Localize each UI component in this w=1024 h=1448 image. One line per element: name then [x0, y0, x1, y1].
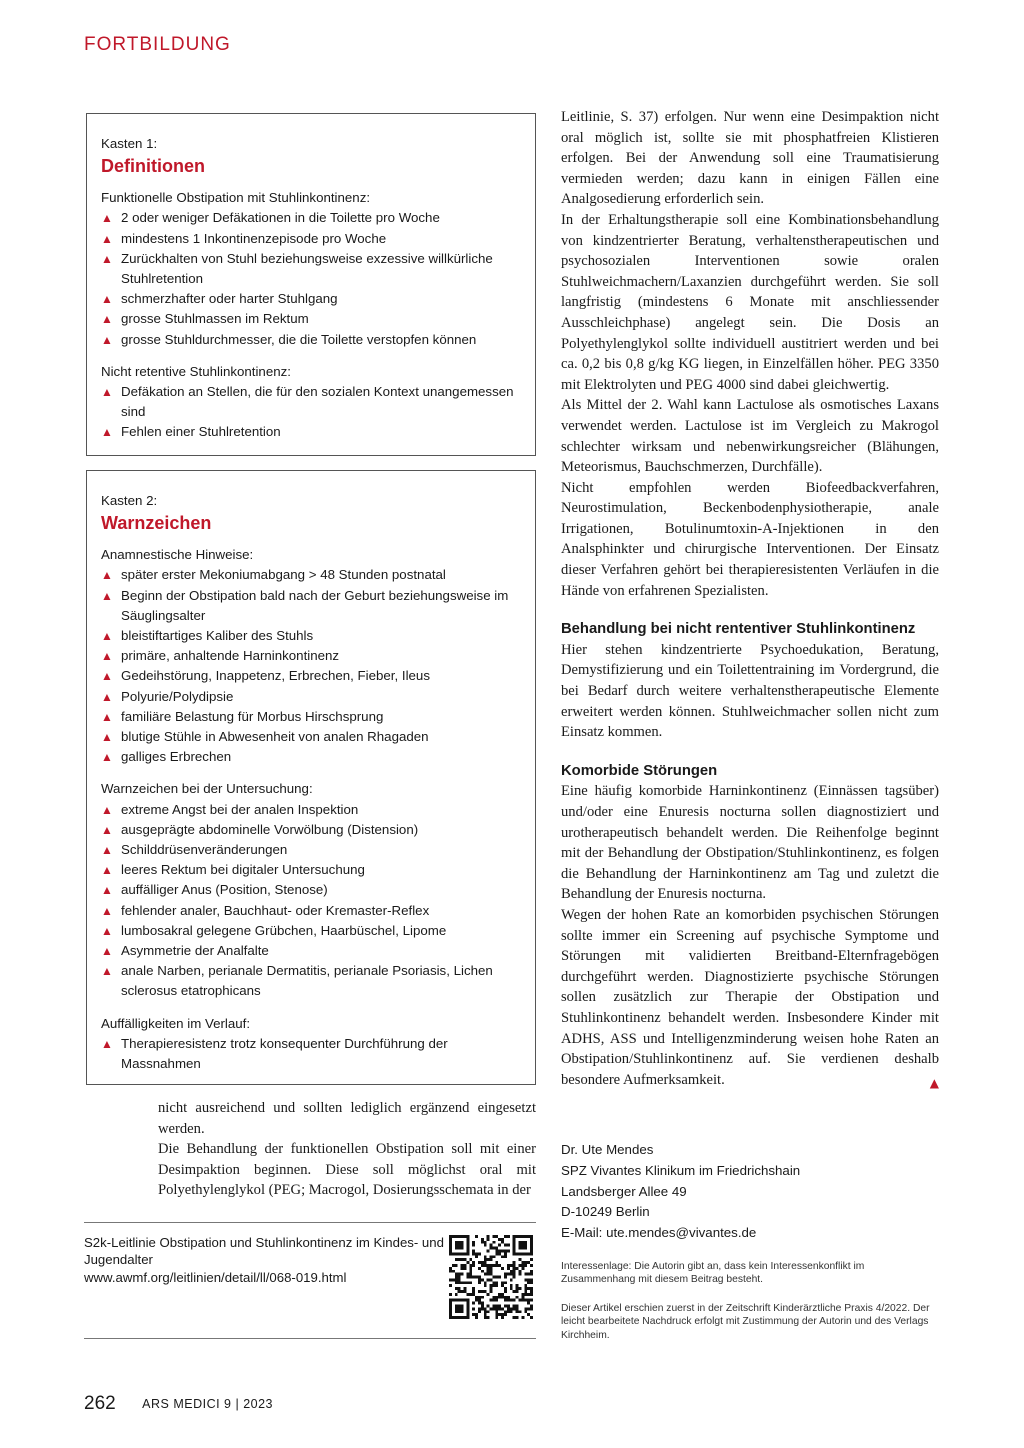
list-item: [101, 626, 521, 646]
triangle-bullet-icon: ▲: [101, 730, 113, 745]
triangle-bullet-icon: ▲: [101, 292, 113, 307]
list-item: [101, 820, 521, 840]
section-label: FORTBILDUNG: [84, 34, 231, 55]
divider: [84, 1222, 536, 1223]
triangle-bullet-icon: ▲: [101, 709, 113, 724]
list-item-text: mindestens 1 Inkontinenzepisode pro Woche: [121, 230, 387, 246]
list-item-text: Gedeihstörung, Inappetenz, Erbrechen, Fieber, Ileus: [121, 668, 430, 684]
paragraph: Als Mittel der 2. Wahl kann Lactulose als osmotisches Laxans verwendet werden. Lactulose ist im Vergleich zu Makrogol schlechter wirksam und nebenwirkungsreicher (Blähungen, Meteorismus, Bauchschmerzen, Durchfälle).: [561, 397, 939, 476]
paragraph: Eine häufig komorbide Harninkontinenz (Einnässen tagsüber) und/oder eine Enuresis nocturna sollen diagnostiziert und urotherapeutisch behandelt werden. Die Reihenfolge beginnt mit der Behandlung der Obstipation/Stuhlinkontinenz, es folgen die Behandlung der Harninkontinenz am Tag und zuletzt die Behandlung der Enuresis nocturna.: [561, 783, 939, 903]
list-item-text: bleistiftartiges Kaliber des Stuhls: [121, 628, 314, 644]
list-item: [101, 646, 521, 666]
triangle-bullet-icon: ▲: [101, 750, 113, 765]
bullet-list: [101, 208, 521, 349]
box-definitions: [86, 113, 536, 456]
list-item: [101, 860, 521, 880]
bullet-list: [101, 1034, 521, 1074]
bullet-list: [101, 382, 521, 443]
box-groups: [101, 188, 521, 442]
paragraph: Die Behandlung der funktionellen Obstipation soll mit einer Desimpaktion beginnen. Diese soll möglichst oral mit Polyethylenglykol (PEG; Macrogol, Dosierungsschemata in der: [158, 1141, 536, 1199]
paragraph: Hier stehen kindzentrierte Psychoedukation, Beratung, Demystifizierung und ein Toilettentraining im Vordergrund, die bei Bedarf durch weitere verhaltenstherapeutische Elemente erweitert werden können. Stuhlweichmacher sollen nicht zum Einsatz kommen.: [561, 641, 939, 741]
list-item-text: später erster Mekoniumabgang > 48 Stunden postnatal: [121, 567, 446, 583]
conflict-note: Interessenlage: Die Autorin gibt an, dass kein Interessenkonflikt im Zusammenhang mit diesem Beitrag besteht.: [561, 1261, 865, 1286]
bullet-group: [101, 1014, 521, 1075]
triangle-bullet-icon: ▲: [101, 312, 113, 327]
triangle-bullet-icon: ▲: [101, 211, 113, 226]
guideline-url[interactable]: www.awmf.org/leitlinien/detail/ll/068-019.html: [84, 1269, 347, 1285]
guideline-reference: [84, 1234, 444, 1286]
right-body-text: [561, 107, 939, 1093]
list-item-text: Therapieresistenz trotz konsequenter Durchführung der Massnahmen: [121, 1035, 448, 1072]
list-item: [101, 727, 521, 747]
end-mark-icon: ▲: [929, 1075, 939, 1090]
triangle-bullet-icon: ▲: [101, 385, 113, 400]
triangle-bullet-icon: ▲: [101, 689, 113, 704]
triangle-bullet-icon: ▲: [101, 231, 113, 246]
section-heading: Komorbide Störungen: [561, 762, 718, 779]
list-item-text: primäre, anhaltende Harninkontinenz: [121, 648, 340, 664]
journal-name: ARS MEDICI 9 | 2023: [142, 1397, 274, 1411]
list-item: [101, 687, 521, 707]
qr-code-icon[interactable]: [449, 1235, 533, 1319]
author-email[interactable]: E-Mail: ute.mendes@vivantes.de: [561, 1225, 757, 1241]
triangle-bullet-icon: ▲: [101, 649, 113, 664]
list-item: [101, 800, 521, 820]
list-item: [101, 229, 521, 249]
list-item: [101, 941, 521, 961]
list-item: [101, 747, 521, 767]
bullet-list: [101, 565, 521, 767]
paragraph: In der Erhaltungstherapie soll eine Kombinationsbehandlung von kindzentrierter Beratung, verhaltenstherapeutischen und psychosozialen Interventionen sowie oralen Stuhlweichmachern/Laxanzien durchgeführt werden. Sie soll langfristig (mindestens 6 Monate mit anschliessender Ausschleichphase) angelegt sein. Die Dosis an Polyethylenglykol sollte individuell austitriert werden und bei ca. 0,2 bis 0,8 g/kg KG liegen, in Einzelfällen höher. PEG 3350 mit Elektrolyten und PEG 4000 sind dabei gleichwertig.: [561, 211, 939, 393]
list-item-text: familiäre Belastung für Morbus Hirschsprung: [121, 708, 384, 724]
list-item-text: Fehlen einer Stuhlretention: [121, 424, 281, 440]
group-heading: Anamnestische Hinweise:: [101, 547, 254, 563]
list-item-text: anale Narben, perianale Dermatitis, perianale Psoriasis, Lichen sclerosus etatrophicans: [121, 963, 493, 999]
triangle-bullet-icon: ▲: [101, 251, 113, 266]
list-item-text: Asymmetrie der Analfalte: [121, 943, 269, 959]
triangle-bullet-icon: ▲: [101, 903, 113, 918]
page-number: 262: [84, 1393, 116, 1414]
list-item-text: auffälliger Anus (Position, Stenose): [121, 882, 328, 898]
author-institution: SPZ Vivantes Klinikum im Friedrichshain: [561, 1162, 801, 1178]
author-name: Dr. Ute Mendes: [561, 1142, 654, 1157]
list-item: [101, 586, 521, 626]
list-item: [101, 961, 521, 1001]
list-item: [101, 422, 521, 442]
list-item-text: fehlender analer, Bauchhaut- oder Kremaster-Reflex: [121, 902, 430, 918]
bullet-group: [101, 545, 521, 767]
bullet-group: [101, 188, 521, 350]
group-heading: Funktionelle Obstipation mit Stuhlinkontinenz:: [101, 190, 371, 206]
triangle-bullet-icon: ▲: [101, 964, 113, 979]
triangle-bullet-icon: ▲: [101, 944, 113, 959]
author-city: D-10249 Berlin: [561, 1204, 650, 1220]
list-item: [101, 249, 521, 289]
list-item-text: Defäkation an Stellen, die für den sozialen Kontext unangemessen sind: [121, 384, 514, 420]
divider: [84, 1338, 536, 1339]
list-item: [101, 901, 521, 921]
list-item-text: Beginn der Obstipation bald nach der Geburt beziehungsweise im Säuglingsalter: [121, 587, 509, 623]
triangle-bullet-icon: ▲: [101, 863, 113, 878]
list-item: [101, 309, 521, 329]
list-item-text: lumbosakral gelegene Grübchen, Haarbüschel, Lipome: [121, 922, 447, 938]
box-kicker: Kasten 2:: [101, 493, 158, 508]
box-warning-signs: [86, 470, 536, 1085]
triangle-bullet-icon: ▲: [101, 669, 113, 684]
author-address: [561, 1140, 941, 1244]
list-item-text: grosse Stuhlmassen im Rektum: [121, 311, 309, 327]
paragraph-last: [561, 905, 939, 1090]
list-item: [101, 921, 521, 941]
box-title: Warnzeichen: [101, 513, 212, 534]
triangle-bullet-icon: ▲: [101, 425, 113, 440]
list-item-text: grosse Stuhldurchmesser, die die Toilette verstopfen können: [121, 331, 477, 347]
list-item-text: 2 oder weniger Defäkationen in die Toilette pro Woche: [121, 210, 440, 226]
list-item-text: Polyurie/Polydipsie: [121, 688, 234, 704]
triangle-bullet-icon: ▲: [101, 1036, 113, 1051]
list-item-text: extreme Angst bei der analen Inspektion: [121, 801, 359, 817]
triangle-bullet-icon: ▲: [101, 629, 113, 644]
list-item: [101, 666, 521, 686]
triangle-bullet-icon: ▲: [101, 923, 113, 938]
list-item-text: ausgeprägte abdominelle Vorwölbung (Distension): [121, 821, 419, 837]
list-item: [101, 208, 521, 228]
list-item: [101, 382, 521, 422]
list-item: [101, 565, 521, 585]
list-item-text: schmerzhafter oder harter Stuhlgang: [121, 291, 338, 307]
triangle-bullet-icon: ▲: [101, 843, 113, 858]
group-heading: Warnzeichen bei der Untersuchung:: [101, 781, 313, 797]
triangle-bullet-icon: ▲: [101, 588, 113, 603]
list-item: [101, 289, 521, 309]
triangle-bullet-icon: ▲: [101, 802, 113, 817]
list-item: [101, 330, 521, 350]
paragraph: Nicht empfohlen werden Biofeedbackverfahren, Neurostimulation, Beckenbodenphysiotherapie, anale Irrigationen, Botulinumtoxin-A-Injektionen in den Analsphinkter und chirurgische Interventionen. Der Einsatz dieser Verfahren gehört bei therapieresistenten Verläufen in die Hände von erfahrenen Spezialisten.: [561, 479, 939, 599]
box-kicker: Kasten 1:: [101, 136, 158, 151]
guideline-title: S2k-Leitlinie Obstipation und Stuhlinkontinenz im Kindes- und Jugendalter: [84, 1235, 444, 1268]
author-street: Landsberger Allee 49: [561, 1183, 687, 1199]
triangle-bullet-icon: ▲: [101, 332, 113, 347]
list-item-text: blutige Stühle in Abwesenheit von analen Rhagaden: [121, 729, 429, 745]
list-item: [101, 1034, 521, 1074]
triangle-bullet-icon: ▲: [101, 568, 113, 583]
footer: [84, 1393, 273, 1415]
bullet-group: [101, 362, 521, 443]
triangle-bullet-icon: ▲: [101, 822, 113, 837]
box-title: Definitionen: [101, 156, 205, 177]
paragraph: nicht ausreichend und sollten lediglich ergänzend eingesetzt werden.: [158, 1100, 536, 1137]
list-item-text: galliges Erbrechen: [121, 749, 232, 765]
bullet-list: [101, 800, 521, 1002]
paragraph: Leitlinie, S. 37) erfolgen. Nur wenn eine Desimpaktion nicht oral möglich ist, sollte sie mit phosphatfreien Klistieren erfolgen. Bei der Anwendung soll eine Traumatisierung vermieden werden; dazu kann in einigen Fällen eine Analgosedierung erforderlich sein.: [561, 109, 939, 208]
bullet-group: [101, 779, 521, 1001]
paragraph-text: Wegen der hohen Rate an komorbiden psychischen Störungen sollte immer ein Screening auf psychische Symptome und Störungen mit validierten Breitband-Elternfragebögen durchgeführt werden. Diagnostizierte psychische Störungen sollen zusätzlich zur Therapie der Obstipation und Stuhlinkontinenz behandelt werden. Insbesondere Kinder mit ADHS, ASS und Intelligenzminderung weisen hohe Raten an Obstipation/Stuhlinkontinenz auf. Sie verdienen deshalb besondere Aufmerksamkeit.: [561, 906, 939, 1088]
group-heading: Nicht retentive Stuhlinkontinenz:: [101, 363, 291, 379]
box-groups: [101, 545, 521, 1074]
list-item: [101, 840, 521, 860]
list-item-text: Zurückhalten von Stuhl beziehungsweise exzessive willkürliche Stuhlretention: [121, 250, 493, 287]
reprint-note: Dieser Artikel erschien zuerst in der Zeitschrift Kinderärztliche Praxis 4/2022. Der leicht bearbeitete Nachdruck erfolgt mit Zustimmung der Autorin und des Verlags Kirchheim.: [561, 1303, 930, 1341]
list-item-text: leeres Rektum bei digitaler Untersuchung: [121, 862, 365, 878]
list-item-text: Schilddrüsenveränderungen: [121, 842, 288, 858]
list-item: [101, 880, 521, 900]
left-body-text: [158, 1098, 536, 1201]
triangle-bullet-icon: ▲: [101, 883, 113, 898]
section-heading: Behandlung bei nicht rententiver Stuhlinkontinenz: [561, 621, 916, 638]
list-item: [101, 707, 521, 727]
group-heading: Auffälligkeiten im Verlauf:: [101, 1015, 251, 1031]
